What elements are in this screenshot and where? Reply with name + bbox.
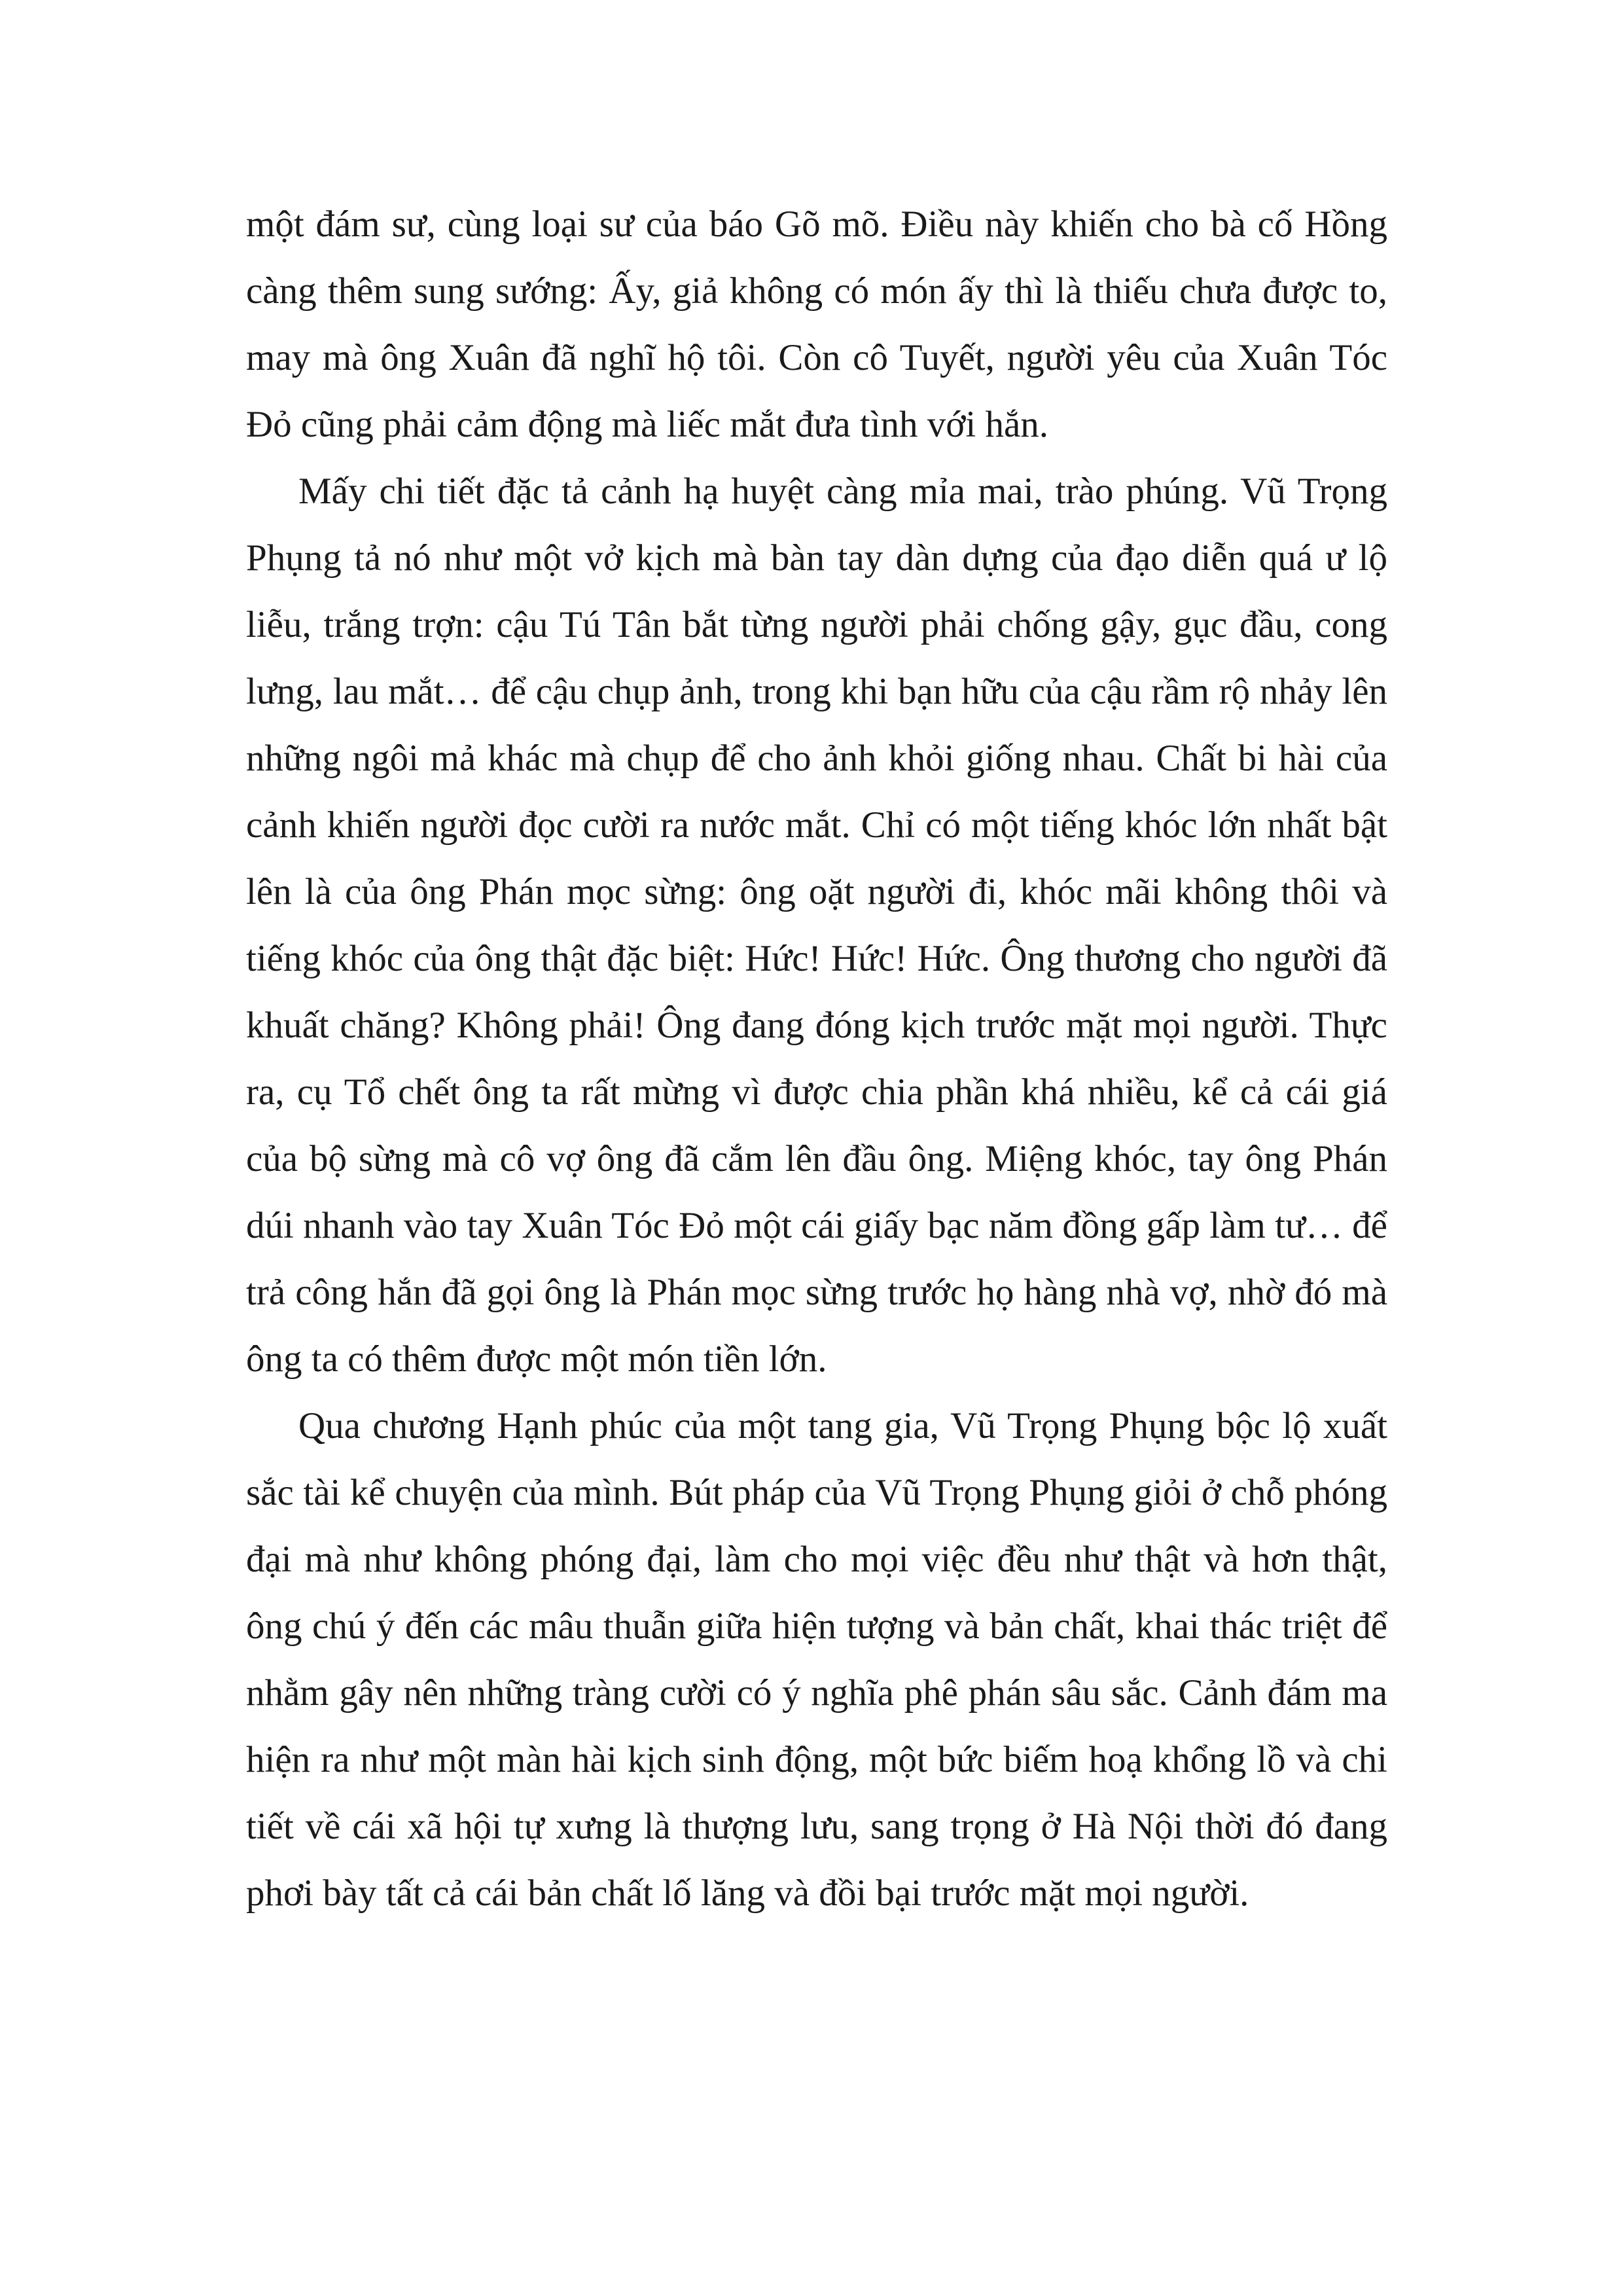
paragraph-conclusion: Qua chương Hạnh phúc của một tang gia, Vũ Trọng Phụng bộc lộ xuất sắc tài kể chuyện của mình. Bút pháp của Vũ Trọng Phụng giỏi ở chỗ phóng đại mà như không phóng đại, làm cho mọi việc đều như thật và hơn thật, ông chú ý đến các mâu thuẫn giữa hiện tượng và bản chất, khai thác triệt để nhằm gây nên những tràng cười có ý nghĩa phê phán sâu sắc. Cảnh đám ma hiện ra như một màn hài kịch sinh động, một bức biếm hoạ khổng lồ và chi tiết về cái xã hội tự xưng là thượng lưu, sang trọng ở Hà Nội thời đó đang phơi bày tất cả cái bản chất lố lăng và đồi bại trước mặt mọi người. xyxy=(246,1405,1387,1914)
body-text xyxy=(246,191,1387,1927)
paragraph-continuation: một đám sư, cùng loại sư của báo Gõ mõ. Điều này khiến cho bà cố Hồng càng thêm sung sướng: Ấy, giả không có món ấy thì là thiếu chưa được to, may mà ông Xuân đã nghĩ hộ tôi. Còn cô Tuyết, người yêu của Xuân Tóc Đỏ cũng phải cảm động mà liếc mắt đưa tình với hắn. xyxy=(246,204,1387,445)
paragraph-burial-scene: Mấy chi tiết đặc tả cảnh hạ huyệt càng mỉa mai, trào phúng. Vũ Trọng Phụng tả nó như một vở kịch mà bàn tay dàn dựng của đạo diễn quá ư lộ liễu, trắng trợn: cậu Tú Tân bắt từng người phải chống gậy, gục đầu, cong lưng, lau mắt… để cậu chụp ảnh, trong khi bạn hữu của cậu rầm rộ nhảy lên những ngôi mả khác mà chụp để cho ảnh khỏi giống nhau. Chất bi hài của cảnh khiến người đọc cười ra nước mắt. Chỉ có một tiếng khóc lớn nhất bật lên là của ông Phán mọc sừng: ông oặt người đi, khóc mãi không thôi và tiếng khóc của ông thật đặc biệt: Hức! Hức! Hức. Ông thương cho người đã khuất chăng? Không phải! Ông đang đóng kịch trước mặt mọi người. Thực ra, cụ Tổ chết ông ta rất mừng vì được chia phần khá nhiều, kể cả cái giá của bộ sừng mà cô vợ ông đã cắm lên đầu ông. Miệng khóc, tay ông Phán dúi nhanh vào tay Xuân Tóc Đỏ một cái giấy bạc năm đồng gấp làm tư… để trả công hắn đã gọi ông là Phán mọc sừng trước họ hàng nhà vợ, nhờ đó mà ông ta có thêm được một món tiền lớn. xyxy=(246,471,1387,1380)
